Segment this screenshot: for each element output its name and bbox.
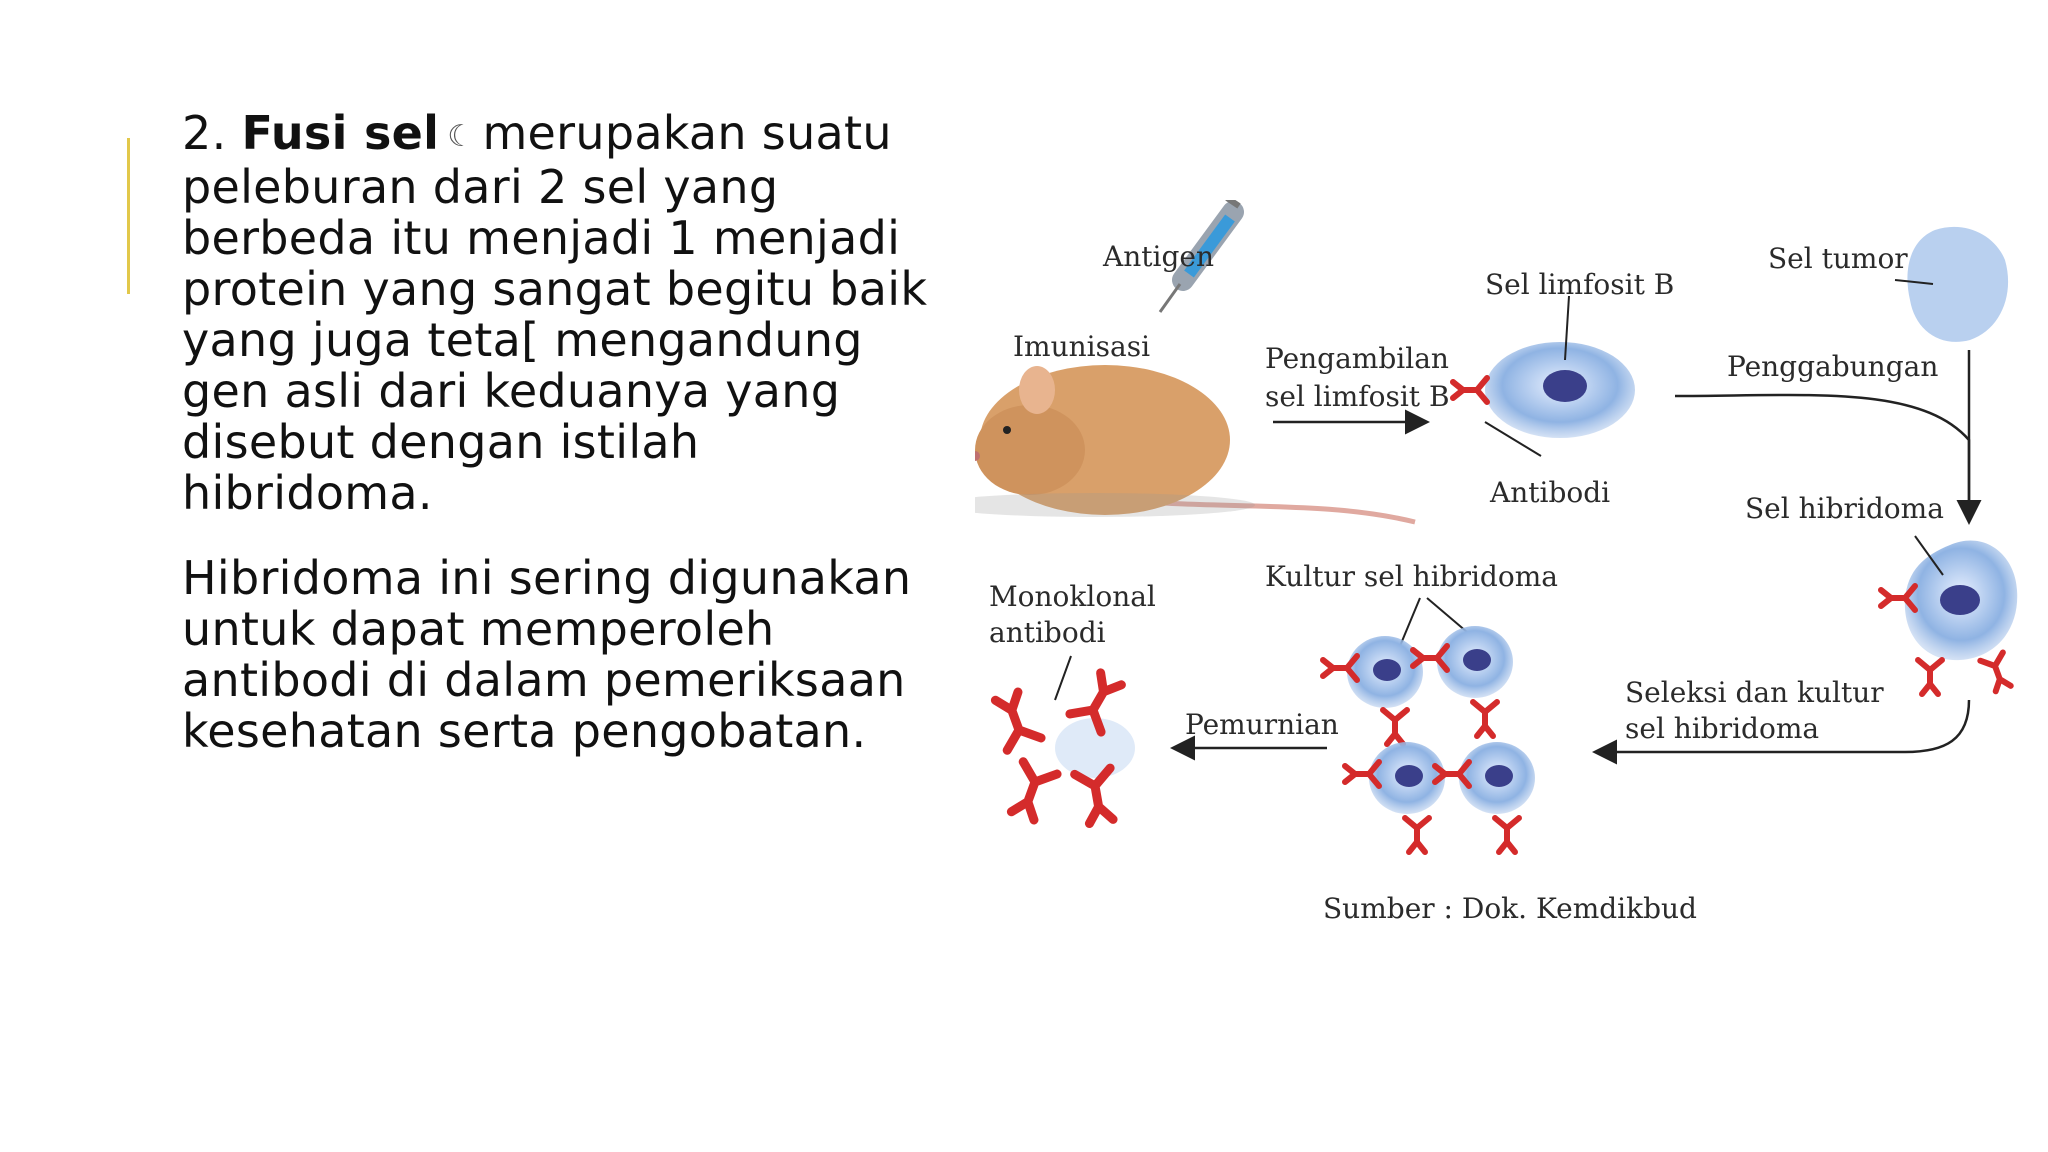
hybridoma-cell <box>1881 536 2017 694</box>
b-lymphocyte-cell <box>1453 296 1635 456</box>
diagram-svg <box>975 200 2048 940</box>
label-penggabungan: Penggabungan <box>1727 350 1939 383</box>
label-sel-hibridoma: Sel hibridoma <box>1745 492 1944 525</box>
culture-cell-4 <box>1435 742 1535 852</box>
list-number: 2. <box>182 106 227 160</box>
label-seleksi: Seleksi dan kultur <box>1625 676 1884 709</box>
label-monoklonal: Monoklonal <box>989 580 1156 613</box>
label-pengambilan-2: sel limfosit B <box>1265 380 1450 413</box>
text-block <box>182 108 962 757</box>
culture-cell-3 <box>1345 742 1445 852</box>
label-sel-tumor: Sel tumor <box>1768 242 1908 275</box>
tumor-cell <box>1895 227 2008 342</box>
label-imunisasi: Imunisasi <box>1013 330 1151 363</box>
label-pengambilan: Pengambilan <box>1265 342 1449 375</box>
paragraph-hibridoma: Hibridoma ini sering digunakan untuk dapat memperoleh antibodi di dalam pemeriksaan kesehatan serta pengobatan. <box>182 551 912 758</box>
label-seleksi-2: sel hibridoma <box>1625 712 1820 745</box>
moon-icon: ☾ <box>447 119 475 154</box>
accent-bar <box>127 138 130 294</box>
paragraph-fusi-sel <box>182 108 962 519</box>
label-monoklonal-2: antibodi <box>989 616 1106 649</box>
label-pemurnian: Pemurnian <box>1185 708 1339 741</box>
paragraph1-text: merupakan suatu peleburan dari 2 sel yang berbeda itu menjadi 1 menjadi protein yang sangat begitu baik yang juga teta[ mengandung gen asli dari keduanya yang disebut dengan istilah hibridoma. <box>182 106 928 520</box>
hybridoma-diagram <box>975 200 2048 940</box>
label-antibodi: Antibodi <box>1490 476 1611 509</box>
bold-term: Fusi sel <box>241 106 440 160</box>
label-sumber: Sumber : Dok. Kemdikbud <box>1323 892 1697 925</box>
label-sel-limfosit-b: Sel limfosit B <box>1485 268 1675 301</box>
culture-cell-2 <box>1413 626 1513 736</box>
label-kultur: Kultur sel hibridoma <box>1265 560 1558 593</box>
monoclonal-antibodies <box>990 670 1135 825</box>
label-antigen: Antigen <box>1103 240 1214 273</box>
